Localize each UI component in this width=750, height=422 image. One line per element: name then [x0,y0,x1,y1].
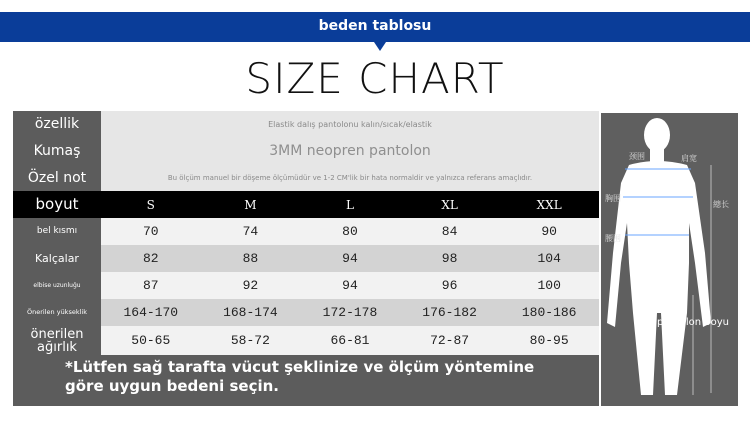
size-cell: M [244,197,257,212]
size-header-cells [101,191,599,218]
table-row [13,218,599,245]
feature-label: özellik [34,116,80,132]
table-cell: 88 [242,251,259,266]
size-header-row [13,191,599,218]
table-cell: 168-174 [223,305,278,320]
table-cell: 98 [441,251,458,266]
table-cell: 104 [537,251,561,266]
fabric-label: Kumaş [33,142,81,159]
neck-label: 颈围 [629,152,645,161]
feature-value: Elastik dalış pantolonu kalın/sıcak/elastik [101,111,599,137]
table-cell: 82 [142,251,159,266]
size-cell: XXL [536,197,562,212]
row-label: elbise uzunluğu [33,281,81,289]
pants-length-label: pantolon boyu [657,317,729,328]
table-cell: 96 [441,278,458,293]
table-cell: 80 [342,224,358,239]
fabric-value: 3MM neopren pantolon [101,137,599,164]
table-cell: 87 [142,278,159,293]
chest-label: 胸围 [605,194,621,203]
size-cell: S [146,197,155,212]
size-selection-footnote: *Lütfen sağ tarafta vücut şeklinize ve ölçüm yöntemine göre uygun bedeni seçin. [65,358,535,395]
table-cell: 172-178 [322,305,378,320]
table-row [13,245,599,272]
table-cell: 180-186 [521,305,577,320]
row-label: önerilen ağırlık [30,326,84,355]
table-cell: 94 [342,251,358,266]
body-silhouette-illustration [601,113,738,406]
special-note-value: Bu ölçüm manuel bir döşeme ölçümüdür ve 1-2 CM'lik bir hata normaldir ve yalnızca referans amaçlıdır. [101,164,599,191]
size-label: boyut [13,191,101,218]
table-cell: 164-170 [123,305,179,320]
row-label: bel kısmı [36,226,78,236]
table-cell: 100 [537,278,561,293]
table-cell: 70 [142,224,159,239]
table-cell: 90 [541,224,557,239]
table-cell: 94 [342,278,358,293]
table-cell: 74 [242,224,259,239]
total-length-label: 總长 [713,200,729,209]
body-measurement-figure [601,113,738,406]
feature-row [13,111,599,137]
table-row [13,299,599,326]
table-cell: 84 [441,224,458,239]
special-note-row [13,164,599,191]
page-title: SIZE CHART [245,54,505,103]
header-banner [0,12,750,42]
size-chart-table [13,111,599,406]
table-cell: 72-87 [430,333,470,348]
waist-label: 腰围 [605,234,621,243]
table-row [13,326,599,355]
banner-title: beden tablosu [318,18,432,34]
table-cell: 80-95 [529,333,569,348]
row-label: Önerilen yükseklik [27,308,87,317]
size-cell: XL [441,197,458,212]
banner-pointer-arrow [374,42,386,51]
table-cell: 50-65 [131,333,171,348]
table-cell: 176-182 [422,305,477,320]
row-label: Kalçalar [35,252,79,265]
table-cell: 58-72 [230,333,270,348]
table-row [13,272,599,299]
special-note-label: Özel not [27,169,87,186]
table-cell: 92 [242,278,259,293]
table-cell: 66-81 [330,333,370,348]
shoulder-label: 肩宽 [681,154,697,163]
fabric-row [13,137,599,164]
size-cell: L [346,197,354,212]
